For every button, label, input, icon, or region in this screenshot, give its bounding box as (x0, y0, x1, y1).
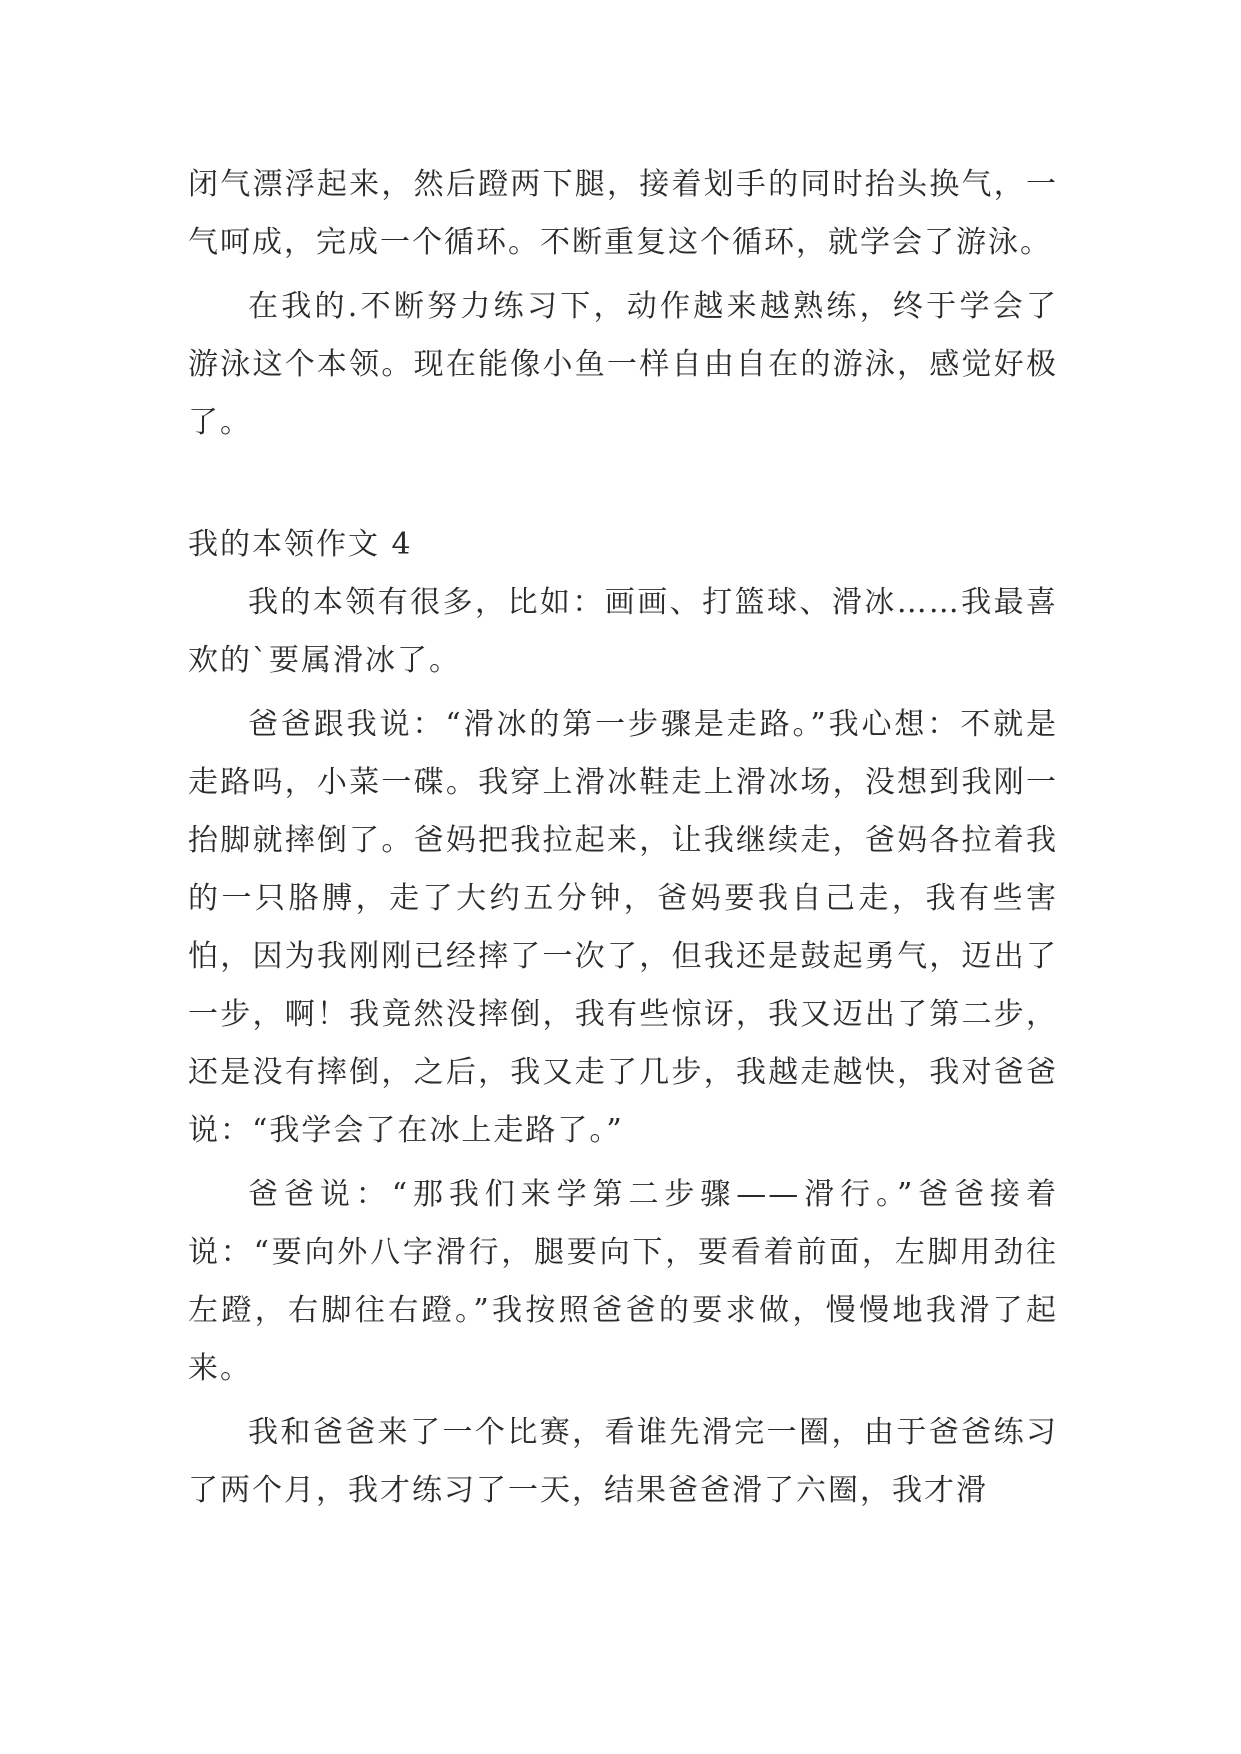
paragraph: 爸爸跟我说：“滑冰的第一步骤是走路。”我心想：不就是走路吗，小菜一碟。我穿上滑冰鞋走上滑冰场，没想到我刚一抬脚就摔倒了。爸妈把我拉起来，让我继续走，爸妈各拉着我的一只胳膊，走了大约五分钟，爸妈要我自己走，我有些害怕，因为我刚刚已经摔了一次了，但我还是鼓起勇气，迈出了一步，啊！我竟然没摔倒，我有些惊讶，我又迈出了第二步，还是没有摔倒，之后，我又走了几步，我越走越快，我对爸爸说：“我学会了在冰上走路了。” (188, 707, 1058, 1148)
paragraph: 我和爸爸来了一个比赛，看谁先滑完一圈，由于爸爸练习了两个月，我才练习了一天，结果爸爸滑了六圈，我才滑 (188, 1415, 1058, 1508)
section-title: 我的本领作文 4 (188, 527, 413, 562)
paragraph: 在我的.不断努力练习下，动作越来越熟练，终于学会了游泳这个本领。现在能像小鱼一样自由自在的游泳，感觉好极了。 (188, 289, 1058, 440)
paragraph: 我的本领有很多，比如：画画、打篮球、滑冰……我最喜欢的`要属滑冰了。 (188, 585, 1058, 678)
paragraph: 爸爸说：“那我们来学第二步骤——滑行。”爸爸接着说：“要向外八字滑行，腿要向下，要看着前面，左脚用劲往左蹬，右脚往右蹬。”我按照爸爸的要求做，慢慢地我滑了起来。 (188, 1177, 1058, 1386)
section-gap (188, 452, 1058, 516)
paragraph-continued: 闭气漂浮起来，然后蹬两下腿，接着划手的同时抬头换气，一气呵成，完成一个循环。不断重复这个循环，就学会了游泳。 (188, 167, 1058, 260)
document-page (188, 156, 1058, 1520)
